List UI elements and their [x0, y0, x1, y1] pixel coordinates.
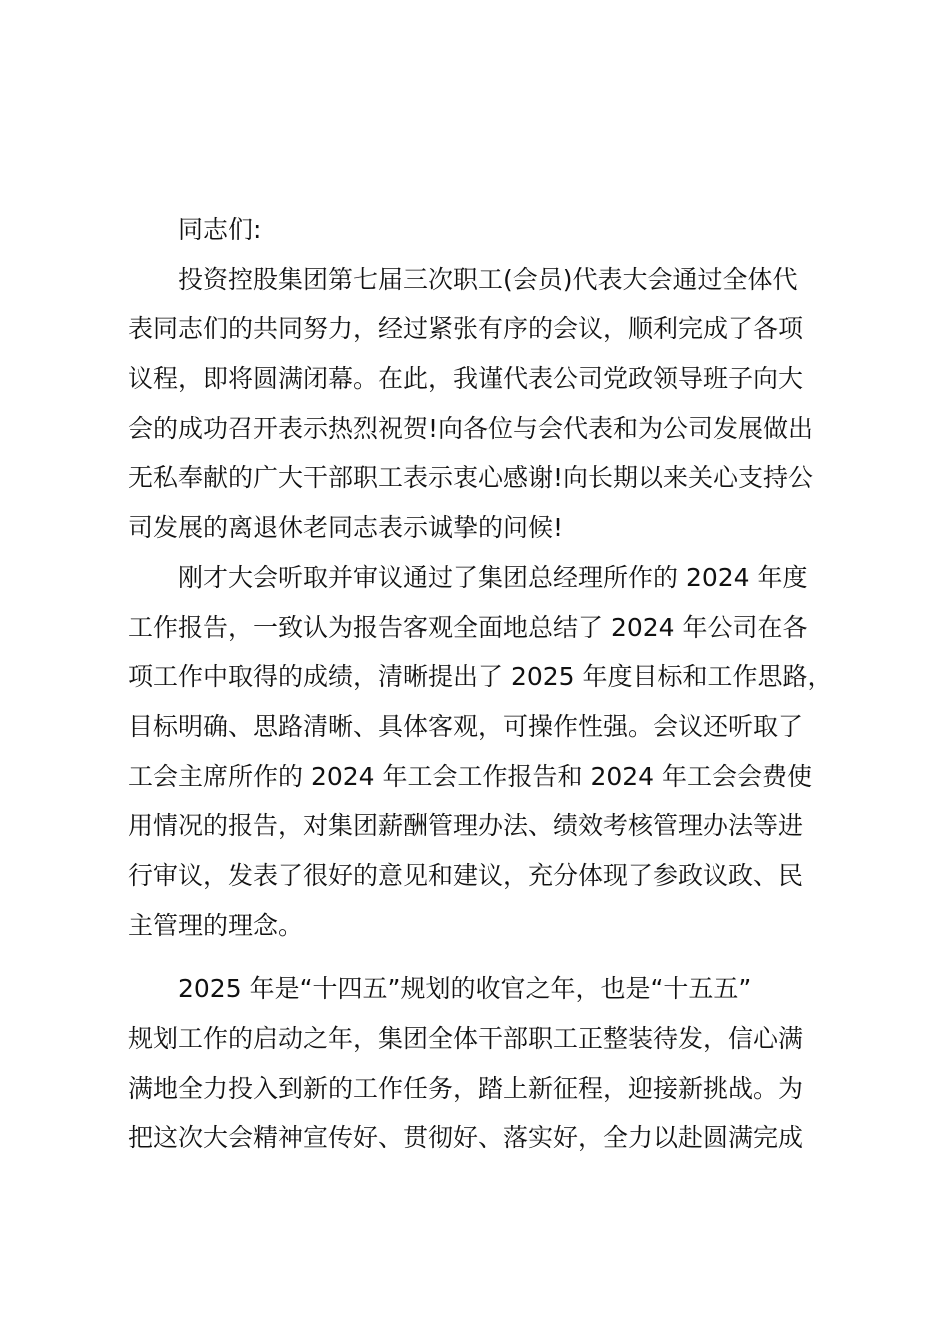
paragraph-1: [128, 255, 848, 553]
paragraph-line: 无私奉献的广大干部职工表示衷心感谢!向长期以来关心支持公: [128, 463, 814, 493]
paragraph-line: 规划工作的启动之年，集团全体干部职工正整装待发，信心满: [128, 1024, 804, 1053]
paragraph-line: 议程，即将圆满闭幕。在此，我谨代表公司党政领导班子向大: [128, 364, 804, 394]
paragraph-line: 刚才大会听取并审议通过了集团总经理所作的 2024 年度: [178, 562, 808, 592]
paragraph-3: [128, 964, 848, 1163]
paragraph-line: 投资控股集团第七届三次职工(会员)代表大会通过全体代: [178, 264, 798, 294]
paragraph-line: 行审议，发表了很好的意见和建议，充分体现了参政议政、民: [128, 860, 804, 890]
salutation: 同志们:: [178, 215, 262, 244]
document-body: [128, 205, 848, 1163]
paragraph-line: 表同志们的共同努力，经过紧张有序的会议，顺利完成了各项: [128, 314, 804, 344]
paragraph-line: 司发展的离退休老同志表示诚挚的问候!: [128, 513, 564, 543]
paragraph-line: 项工作中取得的成绩，清晰提出了 2025 年度目标和工作思路，: [128, 662, 833, 692]
paragraph-line: 用情况的报告，对集团薪酬管理办法、绩效考核管理办法等进: [128, 811, 804, 841]
paragraph-line: 工会主席所作的 2024 年工会工作报告和 2024 年工会会费使: [128, 761, 813, 791]
paragraph-line: 目标明确、思路清晰、具体客观，可操作性强。会议还听取了: [128, 711, 804, 741]
paragraph-line: 工作报告，一致认为报告客观全面地总结了 2024 年公司在各: [128, 612, 808, 642]
paragraph-line: 主管理的理念。: [128, 910, 304, 940]
paragraph-line: 满地全力投入到新的工作任务，踏上新征程，迎接新挑战。为: [128, 1073, 804, 1103]
paragraph-line: 2025 年是“十四五”规划的收官之年，也是“十五五”: [178, 974, 752, 1004]
paragraph-line: 会的成功召开表示热烈祝贺!向各位与会代表和为公司发展做出: [128, 413, 814, 443]
paragraph-2: [128, 553, 848, 951]
paragraph-line: 把这次大会精神宣传好、贯彻好、落实好，全力以赴圆满完成: [128, 1123, 804, 1153]
paragraph-spacer: [128, 950, 848, 964]
